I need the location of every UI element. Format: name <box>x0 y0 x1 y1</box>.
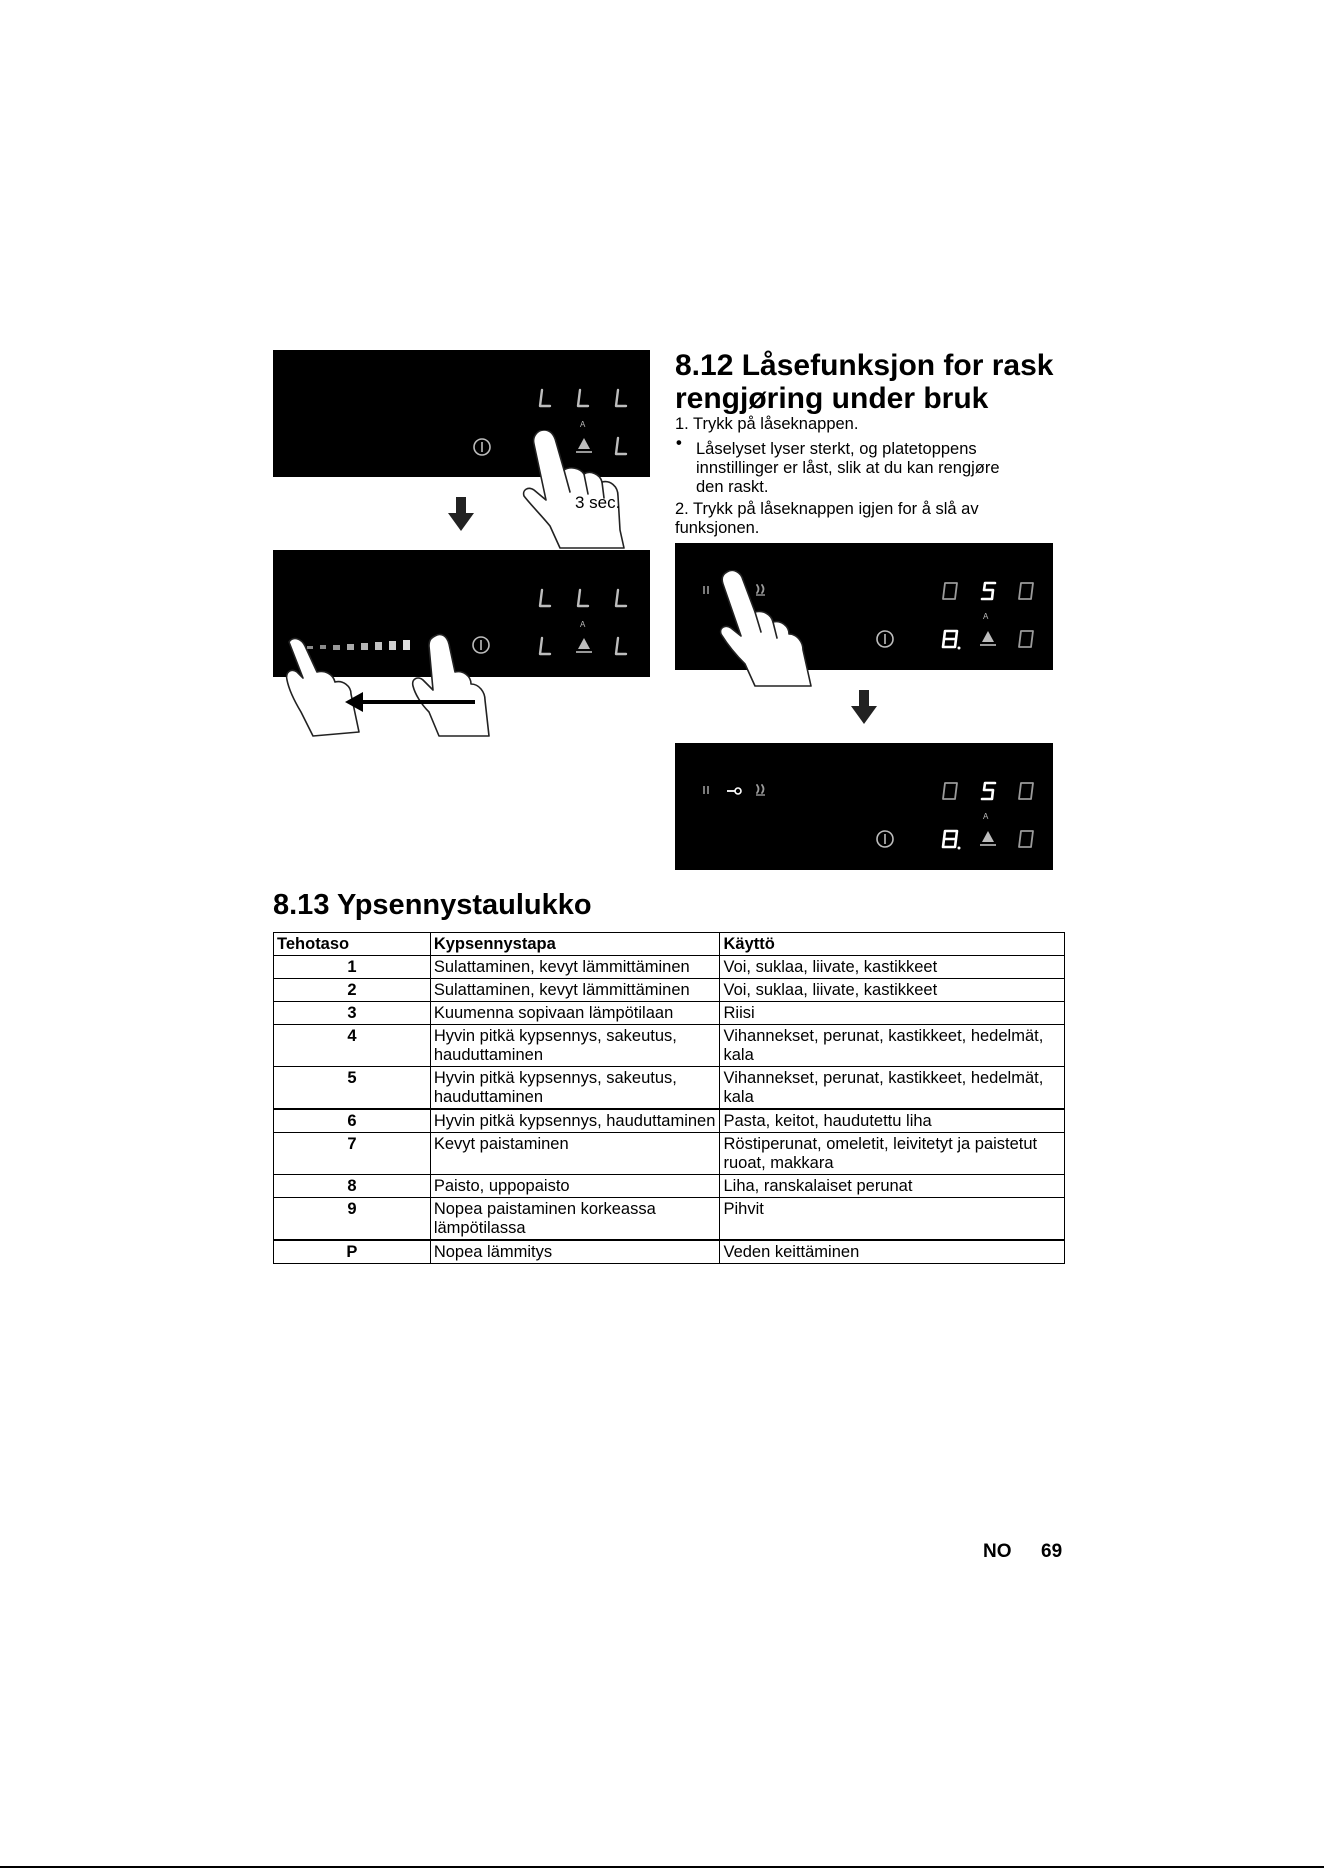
method-cell: Paisto, uppopaisto <box>430 1175 720 1198</box>
method-cell: Kevyt paistaminen <box>430 1133 720 1175</box>
use-cell: Vihannekset, perunat, kastikkeet, hedelmät, kala <box>720 1025 1065 1067</box>
use-cell: Pasta, keitot, haudutettu liha <box>720 1109 1065 1133</box>
header-kaytto: Käyttö <box>720 933 1065 956</box>
step-2-text-line1: 2. Trykk på låseknappen igjen for å slå av <box>675 500 979 518</box>
level-cell: P <box>274 1240 431 1264</box>
bullet-text-line2: innstillinger er låst, slik at du kan rengjøre <box>696 459 1000 477</box>
use-cell: Röstiperunat, omeletit, leivitetyt ja paistetut ruoat, makkara <box>720 1133 1065 1175</box>
control-panel-lock-active <box>675 743 1053 870</box>
method-cell: Kuumenna sopivaan lämpötilaan <box>430 1002 720 1025</box>
cooking-table <box>273 932 1065 1264</box>
arrow-down-icon <box>448 497 474 531</box>
method-cell: Nopea lämmitys <box>430 1240 720 1264</box>
svg-text:A: A <box>580 620 586 629</box>
use-cell: Pihvit <box>720 1198 1065 1241</box>
table-row <box>274 1198 1065 1241</box>
table-row <box>274 1133 1065 1175</box>
step-2-text-line2: funksjonen. <box>675 519 760 537</box>
table-row <box>274 956 1065 979</box>
use-cell: Riisi <box>720 1002 1065 1025</box>
section-8-12-heading-line1: 8.12 Låsefunksjon for rask <box>675 349 1054 382</box>
level-cell: 2 <box>274 979 431 1002</box>
section-8-13-heading: 8.13 Ypsennystaulukko <box>273 889 592 921</box>
header-tehotaso: Tehotaso <box>274 933 431 956</box>
table-row <box>274 1175 1065 1198</box>
use-cell: Veden keittäminen <box>720 1240 1065 1264</box>
method-cell: Sulattaminen, kevyt lämmittäminen <box>430 956 720 979</box>
step-1-text: 1. Trykk på låseknappen. <box>675 415 859 433</box>
table-header-row <box>274 933 1065 956</box>
method-cell: Hyvin pitkä kypsennys, sakeutus, hauduttaminen <box>430 1067 720 1110</box>
table-row <box>274 1067 1065 1110</box>
footer-page-number: 69 <box>1041 1541 1063 1562</box>
use-cell: Voi, suklaa, liivate, kastikkeet <box>720 979 1065 1002</box>
level-cell: 7 <box>274 1133 431 1175</box>
hand-press-icon <box>520 430 640 550</box>
table-row <box>274 979 1065 1002</box>
hand-press-icon <box>715 570 835 688</box>
svg-text:A: A <box>580 420 586 429</box>
use-cell: Voi, suklaa, liivate, kastikkeet <box>720 956 1065 979</box>
level-cell: 5 <box>274 1067 431 1110</box>
arrow-down-icon <box>851 690 877 724</box>
level-cell: 1 <box>274 956 431 979</box>
method-cell: Hyvin pitkä kypsennys, sakeutus, hauduttaminen <box>430 1025 720 1067</box>
table-row <box>274 1240 1065 1264</box>
method-cell: Hyvin pitkä kypsennys, hauduttaminen <box>430 1109 720 1133</box>
use-cell: Vihannekset, perunat, kastikkeet, hedelmät, kala <box>720 1067 1065 1110</box>
hand-swipe-icon <box>283 632 523 738</box>
level-cell: 9 <box>274 1198 431 1241</box>
hold-duration-label: 3 sec. <box>575 493 621 512</box>
footer-language: NO <box>983 1541 1012 1562</box>
bullet-text-line1: Låselyset lyser sterkt, og platetoppens <box>696 440 977 458</box>
level-cell: 6 <box>274 1109 431 1133</box>
svg-text:A: A <box>983 612 989 621</box>
level-cell: 8 <box>274 1175 431 1198</box>
bullet-dot: • <box>676 434 682 452</box>
table-row <box>274 1002 1065 1025</box>
bullet-text-line3: den raskt. <box>696 478 769 496</box>
level-cell: 4 <box>274 1025 431 1067</box>
method-cell: Sulattaminen, kevyt lämmittäminen <box>430 979 720 1002</box>
header-kypsennystapa: Kypsennystapa <box>430 933 720 956</box>
use-cell: Liha, ranskalaiset perunat <box>720 1175 1065 1198</box>
level-cell: 3 <box>274 1002 431 1025</box>
table-row <box>274 1109 1065 1133</box>
svg-text:A: A <box>983 812 989 821</box>
section-8-12-heading-line2: rengjøring under bruk <box>675 382 989 415</box>
control-panel-display <box>675 743 1053 870</box>
table-row <box>274 1025 1065 1067</box>
scan-edge-line <box>0 1866 1324 1868</box>
method-cell: Nopea paistaminen korkeassa lämpötilassa <box>430 1198 720 1241</box>
